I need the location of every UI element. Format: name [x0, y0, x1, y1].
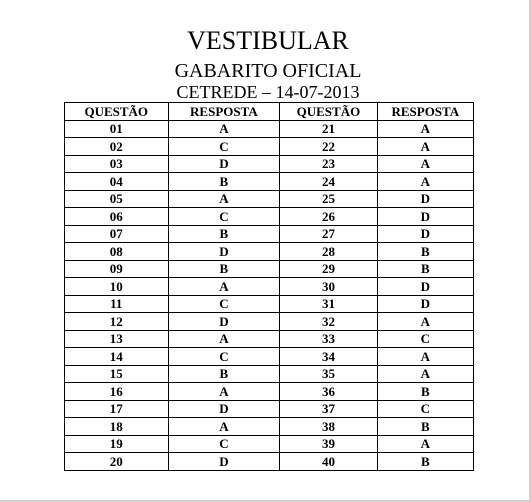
- answer-cell: A: [168, 120, 280, 138]
- table-row: [65, 120, 474, 138]
- question-number-cell: 01: [65, 120, 169, 138]
- question-number-cell: 12: [65, 313, 169, 331]
- answer-cell: A: [377, 365, 473, 383]
- table-row: [65, 295, 474, 313]
- page-subtitle: GABARITO OFICIAL: [174, 60, 362, 82]
- question-number-cell: 18: [65, 418, 169, 436]
- question-number-cell: 23: [280, 155, 377, 173]
- table-row: [65, 173, 474, 191]
- question-number-cell: 03: [65, 155, 169, 173]
- answer-cell: C: [377, 400, 473, 418]
- answer-cell: A: [377, 138, 473, 156]
- table-row: [65, 400, 474, 418]
- question-number-cell: 14: [65, 348, 169, 366]
- answer-rows: [65, 120, 474, 470]
- answer-cell: C: [377, 330, 473, 348]
- answer-cell: D: [168, 155, 280, 173]
- table-row: [65, 190, 474, 208]
- question-number-cell: 40: [280, 453, 377, 471]
- question-number-cell: 37: [280, 400, 377, 418]
- answer-cell: C: [168, 435, 280, 453]
- answer-cell: D: [168, 453, 280, 471]
- table-row: [65, 453, 474, 471]
- answer-cell: D: [377, 295, 473, 313]
- table-row: [65, 155, 474, 173]
- question-number-cell: 07: [65, 225, 169, 243]
- answer-cell: B: [377, 418, 473, 436]
- answer-cell: C: [168, 295, 280, 313]
- question-number-cell: 34: [280, 348, 377, 366]
- answer-cell: A: [168, 190, 280, 208]
- column-header-answer: RESPOSTA: [168, 103, 280, 121]
- column-header-answer: RESPOSTA: [377, 103, 473, 121]
- question-number-cell: 17: [65, 400, 169, 418]
- question-number-cell: 29: [280, 260, 377, 278]
- question-number-cell: 13: [65, 330, 169, 348]
- question-number-cell: 31: [280, 295, 377, 313]
- answer-cell: A: [377, 348, 473, 366]
- answer-cell: B: [168, 225, 280, 243]
- answer-key-table: [64, 102, 474, 471]
- question-number-cell: 09: [65, 260, 169, 278]
- answer-cell: A: [168, 278, 280, 296]
- table-row: [65, 418, 474, 436]
- question-number-cell: 27: [280, 225, 377, 243]
- question-number-cell: 28: [280, 243, 377, 261]
- question-number-cell: 24: [280, 173, 377, 191]
- question-number-cell: 33: [280, 330, 377, 348]
- question-number-cell: 39: [280, 435, 377, 453]
- question-number-cell: 02: [65, 138, 169, 156]
- answer-cell: B: [168, 173, 280, 191]
- question-number-cell: 25: [280, 190, 377, 208]
- table-row: [65, 348, 474, 366]
- table-row: [65, 435, 474, 453]
- event-date: CETREDE – 14-07-2013: [176, 82, 360, 102]
- answer-cell: A: [377, 313, 473, 331]
- answer-cell: D: [168, 313, 280, 331]
- answer-cell: A: [377, 173, 473, 191]
- question-number-cell: 08: [65, 243, 169, 261]
- question-number-cell: 19: [65, 435, 169, 453]
- answer-cell: C: [168, 348, 280, 366]
- question-number-cell: 35: [280, 365, 377, 383]
- answer-cell: A: [377, 155, 473, 173]
- answer-cell: D: [377, 225, 473, 243]
- answer-cell: B: [377, 383, 473, 401]
- answer-cell: B: [377, 260, 473, 278]
- answer-cell: D: [168, 243, 280, 261]
- answer-cell: A: [168, 330, 280, 348]
- table-row: [65, 260, 474, 278]
- table-row: [65, 383, 474, 401]
- table-row: [65, 208, 474, 226]
- answer-cell: D: [168, 400, 280, 418]
- answer-cell: B: [168, 260, 280, 278]
- answer-cell: D: [377, 278, 473, 296]
- answer-cell: B: [168, 365, 280, 383]
- column-header-question: QUESTÃO: [65, 103, 169, 121]
- answer-cell: B: [377, 453, 473, 471]
- answer-cell: A: [377, 120, 473, 138]
- question-number-cell: 05: [65, 190, 169, 208]
- question-number-cell: 22: [280, 138, 377, 156]
- table-row: [65, 365, 474, 383]
- table-row: [65, 243, 474, 261]
- answer-cell: B: [377, 243, 473, 261]
- table-row: [65, 225, 474, 243]
- answer-cell: C: [168, 138, 280, 156]
- question-number-cell: 15: [65, 365, 169, 383]
- table-row: [65, 278, 474, 296]
- answer-cell: D: [377, 190, 473, 208]
- column-header-question: QUESTÃO: [280, 103, 377, 121]
- question-number-cell: 06: [65, 208, 169, 226]
- question-number-cell: 32: [280, 313, 377, 331]
- page-title: VESTIBULAR: [187, 26, 349, 55]
- answer-cell: A: [377, 435, 473, 453]
- question-number-cell: 30: [280, 278, 377, 296]
- question-number-cell: 38: [280, 418, 377, 436]
- question-number-cell: 21: [280, 120, 377, 138]
- question-number-cell: 36: [280, 383, 377, 401]
- question-number-cell: 04: [65, 173, 169, 191]
- table-header-row: [65, 103, 474, 121]
- question-number-cell: 26: [280, 208, 377, 226]
- question-number-cell: 16: [65, 383, 169, 401]
- table-row: [65, 138, 474, 156]
- question-number-cell: 10: [65, 278, 169, 296]
- table-row: [65, 313, 474, 331]
- table-row: [65, 330, 474, 348]
- question-number-cell: 11: [65, 295, 169, 313]
- answer-cell: D: [377, 208, 473, 226]
- question-number-cell: 20: [65, 453, 169, 471]
- answer-cell: C: [168, 208, 280, 226]
- answer-cell: A: [168, 383, 280, 401]
- answer-cell: A: [168, 418, 280, 436]
